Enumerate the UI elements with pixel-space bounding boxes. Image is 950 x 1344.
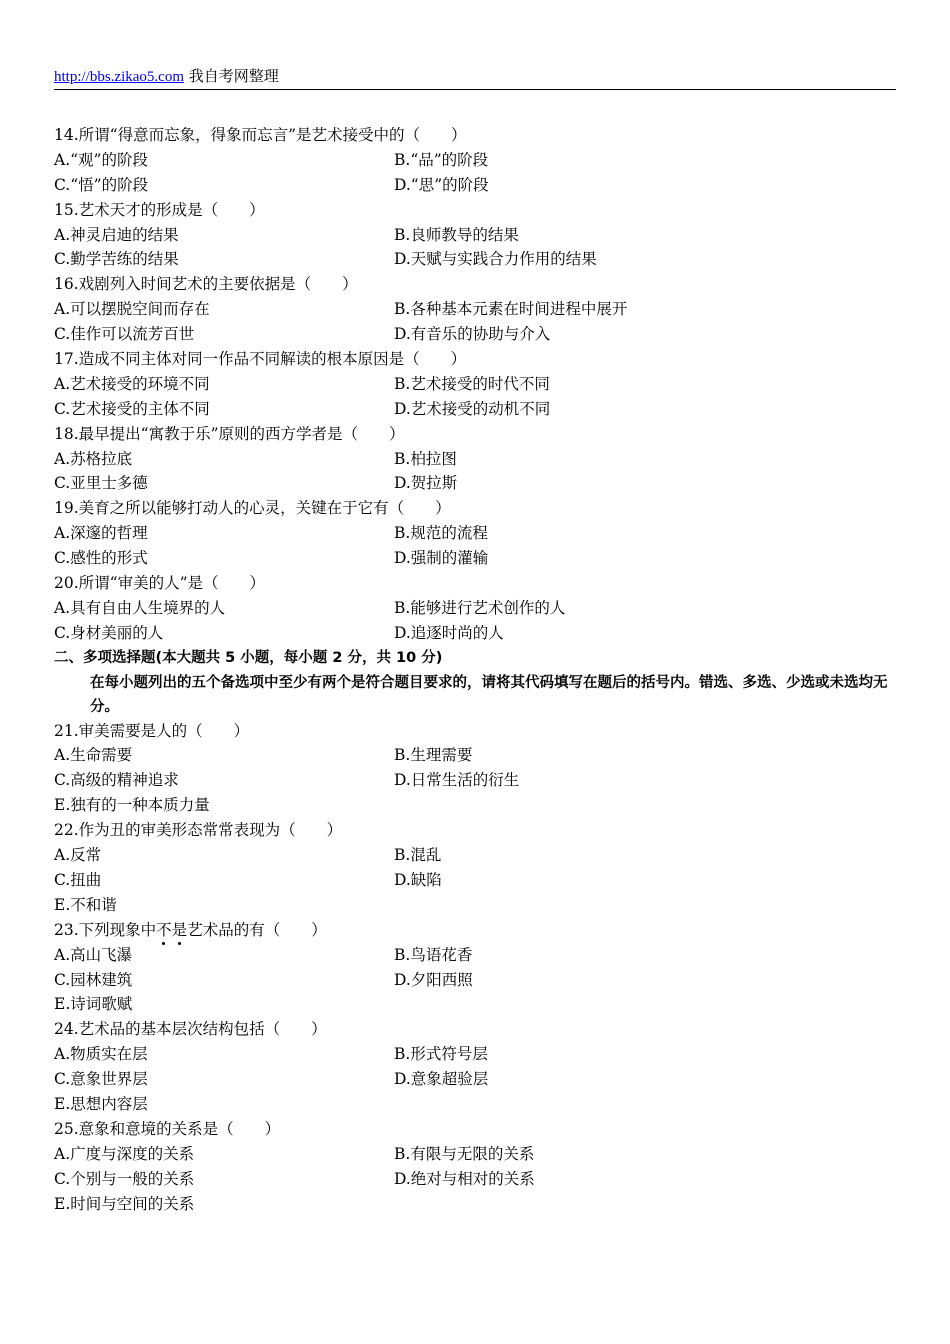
- option: B.生理需要: [394, 746, 473, 765]
- option: A.高山飞瀑: [54, 945, 133, 964]
- option: E.诗词歌赋: [54, 995, 133, 1014]
- option-row: [54, 297, 896, 322]
- option: C.个别与一般的关系: [54, 1169, 195, 1188]
- option: B.形式符号层: [394, 1045, 488, 1064]
- option: B.各种基本元素在时间进程中展开: [394, 300, 628, 319]
- option: C.意象世界层: [54, 1070, 148, 1089]
- question-stem: 22.作为丑的审美形态常常表现为（ ）: [54, 821, 343, 840]
- question-stem: 17.造成不同主体对同一作品不同解读的根本原因是（ ）: [54, 350, 467, 369]
- option: B.良师教导的结果: [394, 225, 519, 244]
- question-stem: [54, 918, 896, 943]
- option-row: [54, 447, 896, 472]
- option: D.意象超验层: [394, 1070, 489, 1089]
- option: A.神灵启迪的结果: [54, 225, 179, 244]
- option: B.规范的流程: [394, 524, 488, 543]
- option-row: [54, 768, 896, 793]
- option: C.园林建筑: [54, 970, 133, 989]
- option: C.扭曲: [54, 870, 102, 889]
- question-stem: 25.意象和意境的关系是（ ）: [54, 1119, 281, 1138]
- option-row: [54, 743, 896, 768]
- question-stem: 18.最早提出“寓教于乐”原则的西方学者是（ ）: [54, 424, 405, 443]
- stem-text: 艺术品的有（ ）: [187, 920, 327, 939]
- page-header: [54, 66, 896, 90]
- option: A.广度与深度的关系: [54, 1144, 195, 1163]
- option-row: [54, 173, 896, 198]
- option: B.有限与无限的关系: [394, 1144, 535, 1163]
- option: A.“观”的阶段: [54, 150, 148, 169]
- option: D.天赋与实践合力作用的结果: [394, 250, 597, 269]
- stem-text: 23.下列现象中: [54, 920, 157, 939]
- option: A.生命需要: [54, 746, 133, 765]
- option: B.鸟语花香: [394, 945, 473, 964]
- option: B.柏拉图: [394, 449, 457, 468]
- option-row: [54, 943, 896, 968]
- exam-content: [54, 123, 896, 1216]
- option: E.时间与空间的关系: [54, 1194, 195, 1213]
- question-stem: 21.审美需要是人的（ ）: [54, 721, 250, 740]
- option: A.反常: [54, 846, 102, 865]
- option: A.具有自由人生境界的人: [54, 598, 226, 617]
- question-stem: 14.所谓“得意而忘象，得象而忘言”是艺术接受中的（ ）: [54, 126, 467, 144]
- option: A.深邃的哲理: [54, 524, 148, 543]
- section-instruction: 在每小题列出的五个备选项中至少有两个是符合题目要求的，请将其代码填写在题后的括号内。错选、多选、少选或未选均无分。: [90, 674, 888, 715]
- option: D.有音乐的协助与介入: [394, 325, 551, 344]
- option: A.苏格拉底: [54, 449, 133, 468]
- option: D.强制的灌输: [394, 549, 489, 568]
- option: B.混乱: [394, 846, 442, 865]
- option: E.不和谐: [54, 895, 117, 914]
- option: D.缺陷: [394, 870, 442, 889]
- option-row: [54, 621, 896, 646]
- option: A.艺术接受的环境不同: [54, 374, 210, 393]
- source-link[interactable]: http://bbs.zikao5.com: [54, 69, 184, 85]
- option-row: [54, 1167, 896, 1192]
- option-row: [54, 968, 896, 993]
- option: D.“思”的阶段: [394, 175, 489, 194]
- option-row: [54, 397, 896, 422]
- option: D.绝对与相对的关系: [394, 1169, 535, 1188]
- question-stem: 16.戏剧列入时间艺术的主要依据是（ ）: [54, 275, 358, 294]
- source-note: 我自考网整理: [183, 67, 279, 85]
- option: C.艺术接受的主体不同: [54, 399, 210, 418]
- option: B.艺术接受的时代不同: [394, 374, 550, 393]
- option-row: [54, 1142, 896, 1167]
- option: E.思想内容层: [54, 1094, 148, 1113]
- option: B.能够进行艺术创作的人: [394, 598, 566, 617]
- question-stem: 19.美育之所以能够打动人的心灵，关键在于它有（ ）: [54, 499, 451, 518]
- option-row: [54, 322, 896, 347]
- option-row: [54, 521, 896, 546]
- option: A.可以摆脱空间而存在: [54, 300, 210, 319]
- option: C.感性的形式: [54, 549, 148, 568]
- option: C.身材美丽的人: [54, 623, 164, 642]
- option-row: [54, 843, 896, 868]
- question-stem: 20.所谓“审美的人”是（ ）: [54, 574, 265, 593]
- option: D.日常生活的衍生: [394, 771, 520, 790]
- option-row: [54, 372, 896, 397]
- emphasis-char: 不: [156, 918, 172, 943]
- option: D.追逐时尚的人: [394, 623, 504, 642]
- option-row: [54, 247, 896, 272]
- option: D.艺术接受的动机不同: [394, 399, 551, 418]
- option: D.贺拉斯: [394, 474, 458, 493]
- option: A.物质实在层: [54, 1045, 148, 1064]
- option: E.独有的一种本质力量: [54, 796, 210, 815]
- option: C.勤学苦练的结果: [54, 250, 179, 269]
- emphasis-char: 是: [172, 918, 188, 943]
- option-row: [54, 596, 896, 621]
- option-row: [54, 1067, 896, 1092]
- option: C.亚里士多德: [54, 474, 148, 493]
- option-row: [54, 223, 896, 248]
- option: C.高级的精神追求: [54, 771, 179, 790]
- option-row: [54, 471, 896, 496]
- option: C.“悟”的阶段: [54, 175, 149, 194]
- option: D.夕阳西照: [394, 970, 473, 989]
- option: C.佳作可以流芳百世: [54, 325, 195, 344]
- option: B.“品”的阶段: [394, 150, 489, 169]
- section-title: 二、多项选择题(本大题共 5 小题，每小题 2 分，共 10 分): [54, 649, 443, 666]
- option-row: [54, 868, 896, 893]
- question-stem: 15.艺术天才的形成是（ ）: [54, 200, 265, 219]
- option-row: [54, 546, 896, 571]
- option-row: [54, 148, 896, 173]
- question-stem: 24.艺术品的基本层次结构包括（ ）: [54, 1020, 327, 1039]
- option-row: [54, 1042, 896, 1067]
